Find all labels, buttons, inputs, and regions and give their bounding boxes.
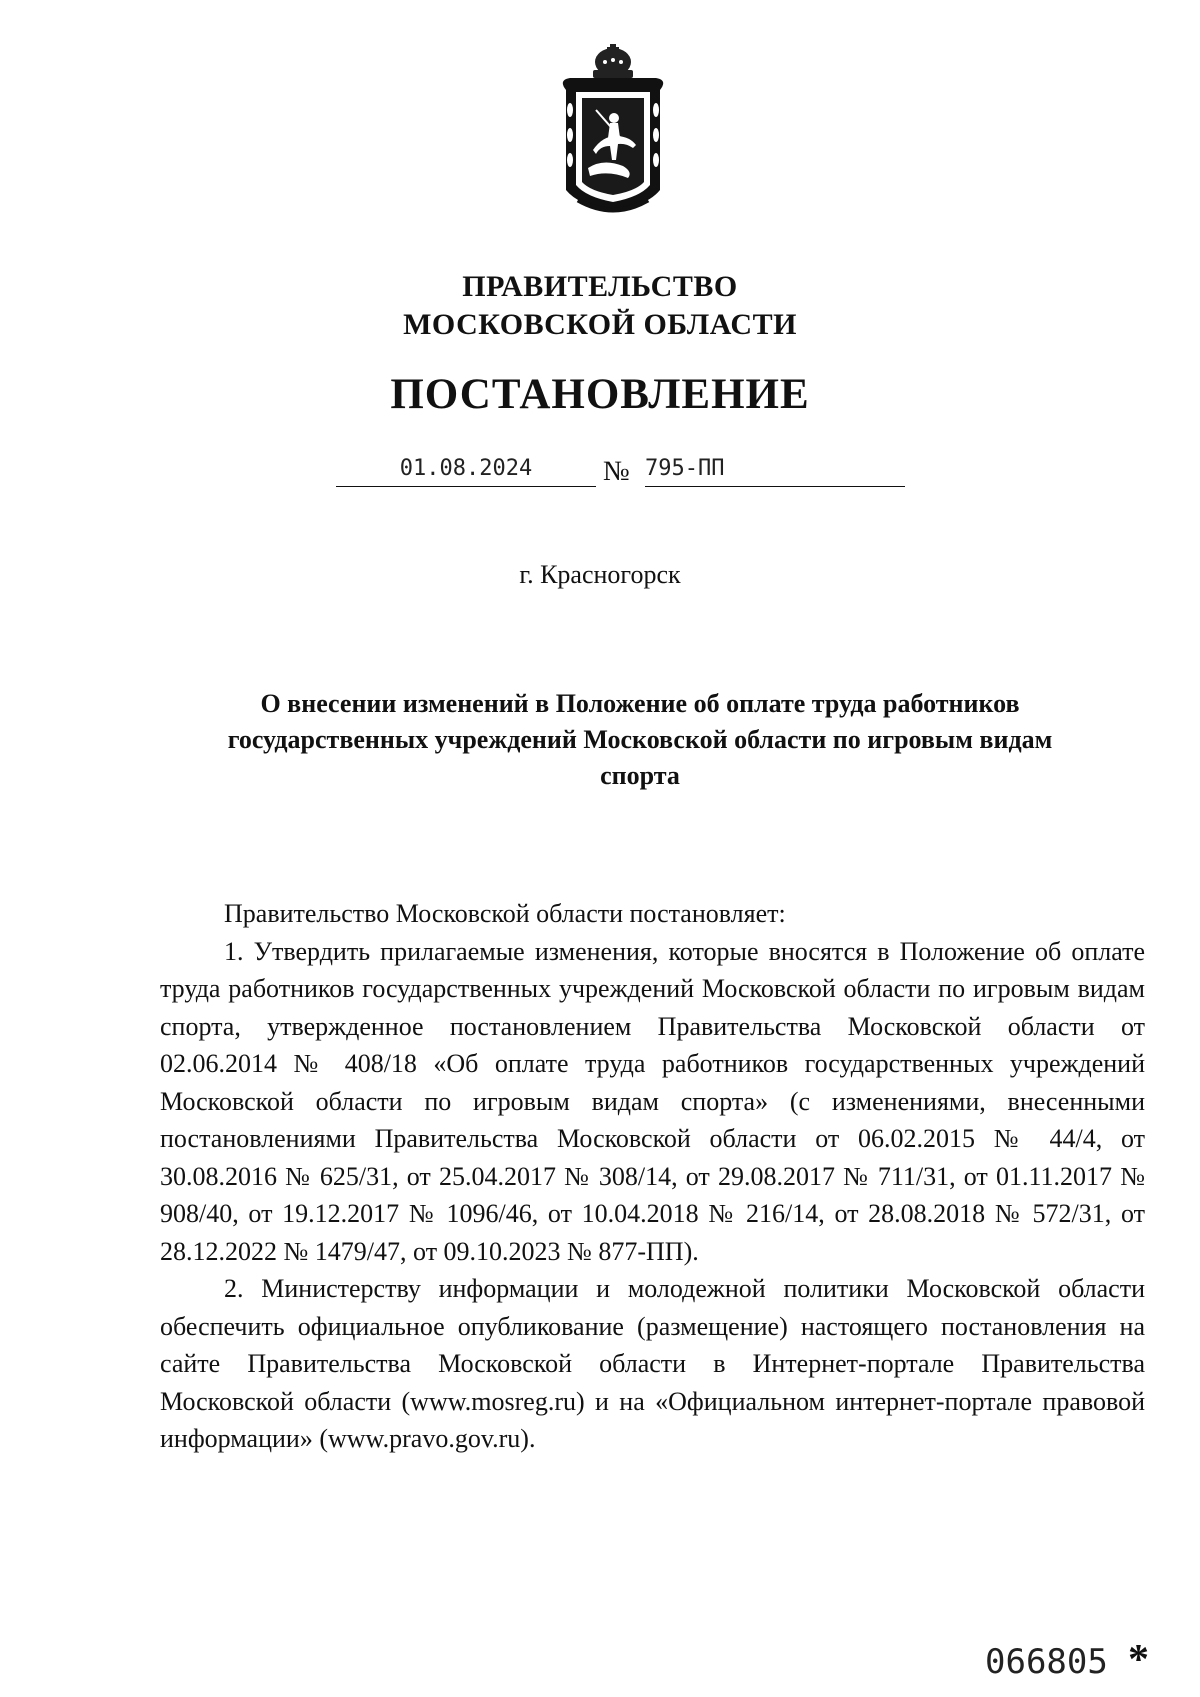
body-paragraph-2: 2. Министерству информации и молодежной политики Московской области обеспечить официальное опубликование (размещение) настоящего постановления на сайте Правительства Московской области в Интернет-портале Правительства Московской области (www.mosreg.ru) и на «Официальном интернет-портале правовой информации» (www.pravo.gov.ru). bbox=[160, 1274, 1145, 1453]
moscow-oblast-coat-of-arms-icon bbox=[548, 40, 678, 220]
organization-name-line2: МОСКОВСКОЙ ОБЛАСТИ bbox=[403, 308, 797, 341]
number-underline bbox=[645, 486, 905, 487]
serial-mark: * bbox=[1128, 1637, 1149, 1683]
registration-line bbox=[0, 456, 1200, 496]
document-subject: О внесении изменений в Положение об оплате труда работников государственных учреждений Московской области по игровым видам спорта bbox=[227, 689, 1053, 790]
organization-name-line1: ПРАВИТЕЛЬСТВО bbox=[462, 270, 738, 303]
document-date: 01.08.2024 bbox=[399, 456, 533, 481]
body-paragraph-1: 1. Утвердить прилагаемые изменения, которые вносятся в Положение об оплате труда работников государственных учреждений Московской области по игровым видам спорта, утвержденное постановлением Правительства Московской области от 02.06.2014 № 408/18 «Об оплате труда работников государственных учреждений Московской области по игровым видам спорта» (с изменениями, внесенными постановлениями Правительства Московской области от 06.02.2015 № 44/4, от 30.08.2016 № 625/31, от 25.04.2017 № 308/14, от 29.08.2017 № 711/31, от 01.11.2017 № 908/40, от 19.12.2017 № 1096/46, от 10.04.2018 № 216/14, от 28.08.2018 № 572/31, от 28.12.2022 № 1479/47, от 09.10.2023 № 877-ПП). bbox=[160, 936, 1145, 1266]
body-intro: Правительство Московской области постановляет: bbox=[224, 899, 786, 928]
document-number: 795-ПП bbox=[645, 456, 725, 481]
date-underline bbox=[336, 486, 596, 487]
number-sign: № bbox=[603, 456, 630, 487]
issue-city: г. Красногорск bbox=[519, 560, 681, 589]
document-body bbox=[160, 895, 1145, 1458]
document-type-title: ПОСТАНОВЛЕНИЕ bbox=[390, 371, 810, 418]
form-serial-number: 066805 bbox=[985, 1642, 1108, 1682]
